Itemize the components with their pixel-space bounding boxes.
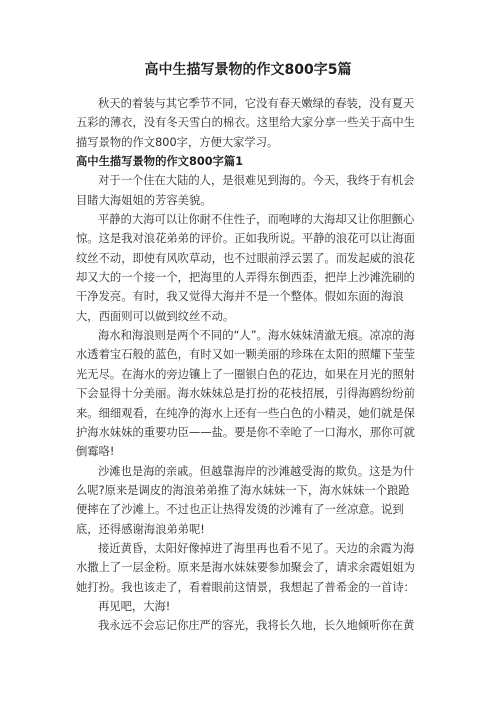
- body-paragraph: 海水和海浪则是两个不同的“人”。海水妹妹清澈无痕。凉凉的海水透着宝石般的蓝色，有时又如一颗美丽的珍珠在太阳的照耀下莹莹光无尽。在海水的旁边镶上了一圈银白色的花边，如果在月光的照射下会显得十分美丽。海水妹妹总是打扮的花枝招展，引得海鸥纷纷前来。细细观看，在纯净的海水上还有一些白色的小精灵，她们就是保护海水妹妹的重要功臣——盐。要是你不幸呛了一口海水，那你可就倒霉咯!: [76, 329, 415, 459]
- body-paragraph: 平静的大海可以让你耐不住性子，而咆哮的大海却又让你胆颤心惊。这是我对浪花弟弟的评价。正如我所说。平静的浪花可以让海面纹丝不动，即使有风吹草动，也不过眼前浮云罢了。而发起威的浪花却又大的一个接一个，把海里的人弄得东倒西歪，把岸上沙滩洗刷的干净发亮。有时，我又觉得大海并不是一个整体。假如东面的海浪大，西面则可以做到纹丝不动。: [76, 213, 415, 323]
- poem-line: 我永远不会忘记你庄严的容光，我将长久地，长久地倾听你在黄: [98, 619, 415, 633]
- section-heading: 高中生描写景物的作文800字篇1: [76, 155, 244, 169]
- intro-paragraph: 秋天的着装与其它季节不同，它没有春天嫩绿的春装，没有夏天五彩的薄衣，没有冬天雪白的棉衣。这里给大家分享一些关于高中生描写景物的作文800字，方便大家学习。: [76, 97, 415, 149]
- body-paragraph: 接近黄昏，太阳好像掉进了海里再也看不见了。天边的余霞为海水撒上了一层金粉。原来是海水妹妹要参加聚会了，请求余霞姐姐为她打扮。我也该走了，看着眼前这情景，我想起了普希金的一首诗：: [76, 541, 415, 594]
- poem-line: 再见吧，大海!: [98, 599, 171, 613]
- document-body: [76, 94, 420, 636]
- document-title: 高中生描写景物的作文800字5篇: [144, 62, 352, 78]
- body-paragraph: 沙滩也是海的亲戚。但越靠海岸的沙滩越受海的欺负。这是为什么呢?原来是调皮的海浪弟弟推了海水妹妹一下，海水妹妹一个踉跄便摔在了沙滩上。不过也正让热得发烫的沙滩有了一丝凉意。说到底，还得感谢海浪弟弟呢!: [76, 464, 415, 536]
- body-paragraph: 对于一个住在大陆的人，是很难见到海的。今天，我终于有机会目睹大海姐姐的芳容美貌。: [76, 174, 415, 207]
